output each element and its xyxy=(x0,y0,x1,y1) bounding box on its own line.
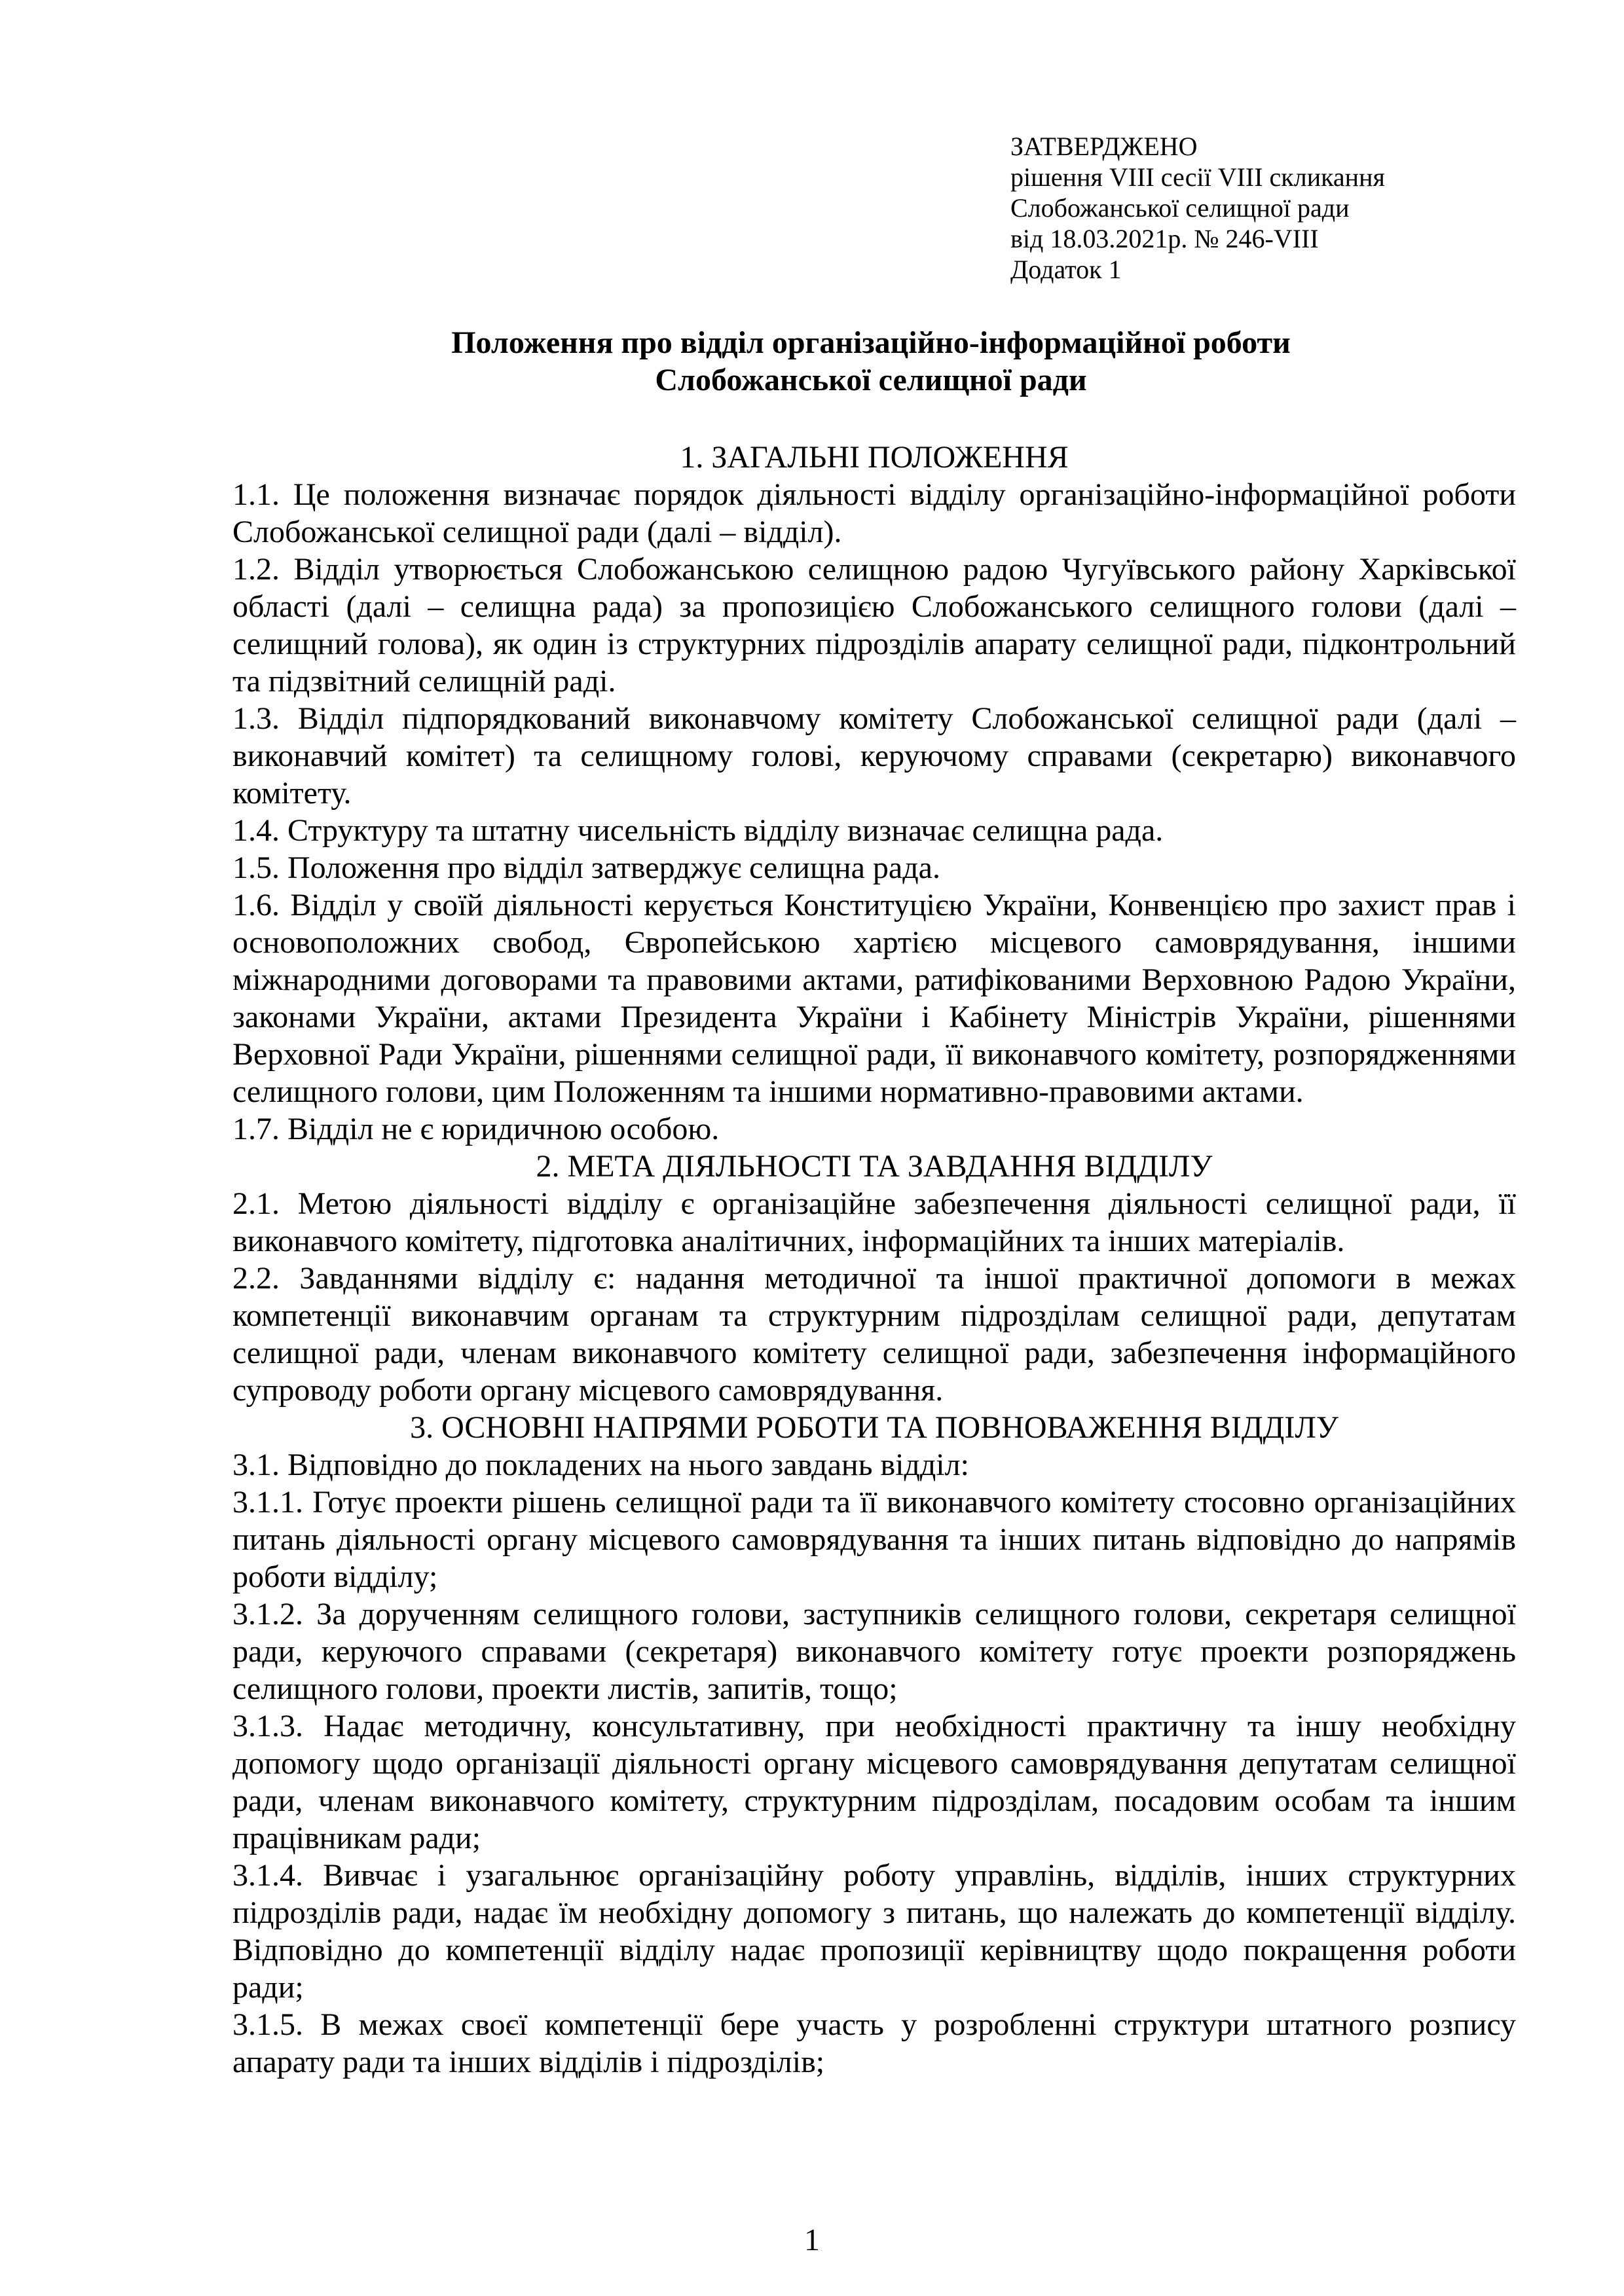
document-title xyxy=(223,324,1519,399)
paragraph: 3.1.4. Вивчає і узагальнює організаційну роботу управлінь, відділів, інших структурних підрозділів ради, надає їм необхідну допомогу з питань, що належать до компетенції відділу. Відповідно до компетенції відділу надає пропозиції керівництву щодо покращення роботи ради; xyxy=(232,1858,1516,2005)
paragraph: 1.6. Відділ у своїй діяльності керується Конституцією України, Конвенцією про захист прав і основоположних свобод, Європейською хартією місцевого самоврядування, іншими міжнародними договорами та правовими актами, ратифікованими Верховною Радою України, законами України, актами Президента України і Кабінету Міністрів України, рішеннями Верховної Ради України, рішеннями селищної ради, її виконавчого комітету, розпорядженнями селищного голови, цим Положенням та іншими нормативно-правовими актами. xyxy=(232,888,1516,1109)
approval-line: ЗАТВЕРДЖЕНО xyxy=(1010,132,1198,161)
paragraph: 1.3. Відділ підпорядкований виконавчому комітету Слобожанської селищної ради (далі – виконавчий комітет) та селищному голові, керуючому справами (секретарю) виконавчого комітету. xyxy=(232,701,1516,811)
section-heading: 3. ОСНОВНІ НАПРЯМИ РОБОТИ ТА ПОВНОВАЖЕННЯ ВІДДІЛУ xyxy=(410,1410,1338,1445)
approval-line: рішення VIII сесії VIII скликання xyxy=(1010,162,1385,192)
document-body xyxy=(232,439,1516,2081)
paragraph: 1.5. Положення про відділ затверджує селищна рада. xyxy=(232,850,940,885)
approval-line: Слобожанської селищної ради xyxy=(1010,193,1350,223)
approval-line: Додаток 1 xyxy=(1010,255,1122,284)
approval-stamp-block xyxy=(1010,131,1385,285)
paragraph: 3.1. Відповідно до покладених на нього завдань відділ: xyxy=(232,1448,969,1482)
paragraph: 3.1.3. Надає методичну, консультативну, при необхідності практичну та іншу необхідну допомогу щодо організації діяльності органу місцевого самоврядування депутатам селищної ради, членам виконавчого комітету, структурним підрозділам, посадовим особам та іншим працівникам ради; xyxy=(232,1709,1516,1855)
title-line: Слобожанської селищної ради xyxy=(655,363,1087,397)
paragraph: 1.4. Структуру та штатну чисельність відділу визначає селищна рада. xyxy=(232,813,1164,848)
section-heading: 1. ЗАГАЛЬНІ ПОЛОЖЕННЯ xyxy=(680,440,1069,475)
paragraph: 2.1. Метою діяльності відділу є організаційне забезпечення діяльності селищної ради, її виконавчого комітету, підготовка аналітичних, інформаційних та інших матеріалів. xyxy=(232,1186,1516,1258)
paragraph: 1.7. Відділ не є юридичною особою. xyxy=(232,1112,720,1146)
approval-line: від 18.03.2021р. № 246-VIII xyxy=(1010,224,1319,253)
paragraph: 1.1. Це положення визначає порядок діяльності відділу організаційно-інформаційної роботи Слобожанської селищної ради (далі – відділ). xyxy=(232,477,1516,549)
paragraph: 3.1.2. За дорученням селищного голови, заступників селищного голови, секретаря селищної ради, керуючого справами (секретаря) виконавчого комітету готує проекти розпоряджень селищного голови, проекти листів, запитів, тощо; xyxy=(232,1597,1516,1706)
paragraph: 3.1.1. Готує проекти рішень селищної ради та її виконавчого комітету стосовно організаційних питань діяльності органу місцевого самоврядування та інших питань відповідно до напрямів роботи відділу; xyxy=(232,1485,1516,1594)
page-number: 1 xyxy=(804,2223,820,2257)
paragraph: 1.2. Відділ утворюється Слобожанською селищною радою Чугуївського району Харківської області (далі – селищна рада) за пропозицією Слобожанського селищного голови (далі – селищний голова), як один із структурних підрозділів апарату селищної ради, підконтрольний та підзвітний селищній раді. xyxy=(232,552,1516,699)
title-line: Положення про відділ організаційно-інформаційної роботи xyxy=(451,325,1291,360)
paragraph: 3.1.5. В межах своєї компетенції бере участь у розробленні структури штатного розпису апарату ради та інших відділів і підрозділів; xyxy=(232,2007,1516,2079)
paragraph: 2.2. Завданнями відділу є: надання методичної та іншої практичної допомоги в межах компетенції виконавчим органам та структурним підрозділам селищної ради, депутатам селищної ради, членам виконавчого комітету селищної ради, забезпечення інформаційного супроводу роботи органу місцевого самоврядування. xyxy=(232,1261,1516,1408)
section-heading: 2. МЕТА ДІЯЛЬНОСТІ ТА ЗАВДАННЯ ВІДДІЛУ xyxy=(536,1149,1213,1184)
